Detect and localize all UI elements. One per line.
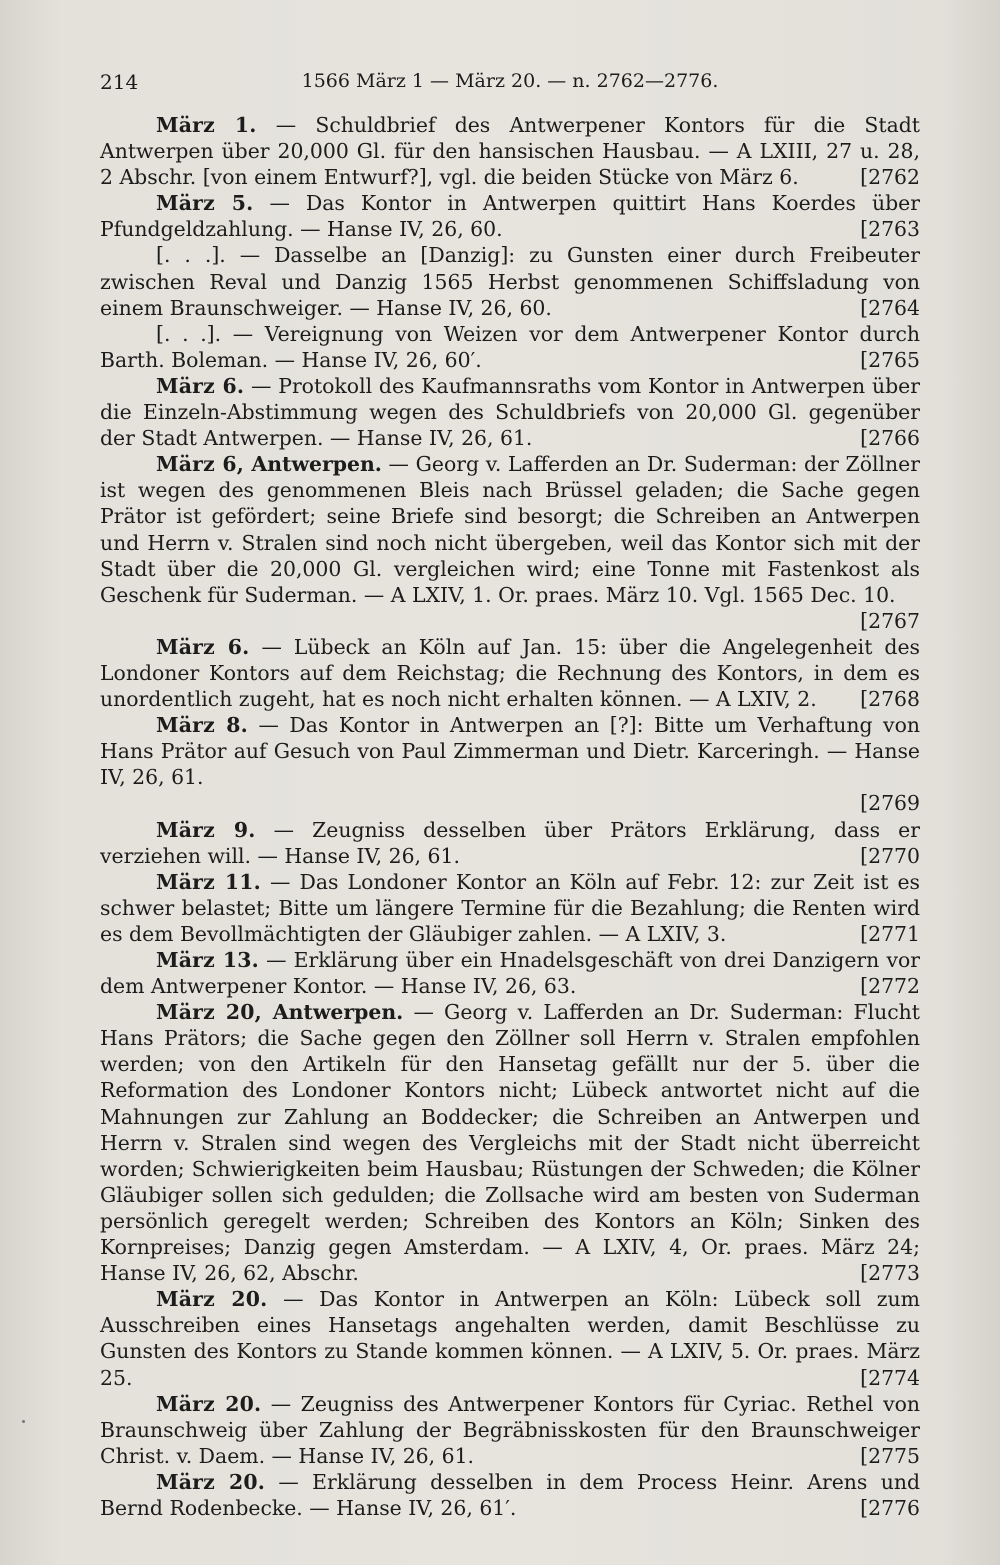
entry-number: [2775: [860, 1443, 920, 1468]
entry-text: — Das Kontor in Antwerpen an [?]: Bitte um Verhaftung von Hans Prätor auf Gesuch von Paul Zimmerman und Dietr. Karceringh. — Hanse IV, 26, 61.: [100, 713, 920, 790]
entry-text: — Das Londoner Kontor an Köln auf Febr. 12: zur Zeit ist es schwer belastet; Bitte um längere Termine für die Bezahlung; die Renten wird es dem Bevollmächtigten der Gläubiger zahlen. — A LXIV, 3.: [100, 869, 921, 946]
regest-entry: [100, 321, 920, 373]
regest-entry: [100, 1391, 920, 1469]
regest-entry: [100, 373, 920, 451]
regest-entry: [100, 190, 920, 242]
entry-number: [2765: [860, 347, 920, 372]
entry-number: [2763: [860, 217, 920, 242]
entry-number: [2773: [860, 1261, 920, 1286]
entry-text: — Protokoll des Kaufmannsraths vom Kontor in Antwerpen über die Einzeln-Abstimmung wegen des Schuldbriefs von 20,000 Gl. gegenüber der Stadt Antwerpen. — Hanse IV, 26, 61.: [100, 373, 920, 451]
entry-date: März 9.: [156, 817, 256, 842]
entry-date: März 6.: [156, 634, 250, 659]
entry-number: [2767: [860, 608, 920, 633]
entry-number: [2762: [860, 165, 920, 190]
regest-entry: [100, 947, 920, 999]
entry-date: März 6.: [156, 373, 245, 398]
regest-entry: [100, 451, 920, 634]
entry-text: [. . .]. — Dasselbe an [Danzig]: zu Gunsten einer durch Freibeuter zwischen Reval und Danzig 1565 Herbst genommenen Schiffsladung von einem Braunschweiger. — Hanse IV, 26, 60.: [100, 243, 920, 320]
entry-text: — Das Kontor in Antwerpen an Köln: Lübeck soll zum Ausschreiben eines Hansetags angehalten werden, damit Beschlüsse zu Gunsten des Kontors zu Stande kommen können. — A LXIV, 5. Or. praes. März 25.: [100, 1287, 920, 1390]
entry-date: März 13.: [156, 948, 259, 972]
regest-entry: [100, 112, 920, 190]
regest-entry: [100, 1286, 920, 1390]
regest-entry: [100, 817, 920, 869]
page-number: 214: [100, 70, 139, 94]
entry-date: März 1.: [156, 113, 257, 137]
entry-place: Antwerpen.: [244, 452, 382, 477]
entry-place: Antwerpen.: [261, 1000, 404, 1025]
entry-number: [2772: [860, 974, 920, 999]
regest-list: [100, 112, 920, 1521]
entry-date: März 11.: [156, 869, 261, 894]
regest-entry: [100, 869, 920, 947]
entry-number: [2766: [860, 426, 920, 451]
entry-date: März 5.: [156, 191, 254, 216]
entry-number: [2771: [860, 921, 920, 946]
regest-entry: [100, 1469, 920, 1521]
entry-date: März 20.: [156, 1391, 262, 1416]
entry-date: März 20,: [156, 1000, 262, 1025]
entry-number: [2768: [860, 687, 920, 712]
entry-text: — Zeugniss desselben über Prätors Erklärung, dass er verziehen will. — Hanse IV, 26, 61.: [100, 817, 920, 868]
entry-text: — Lübeck an Köln auf Jan. 15: über die Angelegenheit des Londoner Kontors auf dem Reichstag; die Rechnung des Kontors, in dem es unordentlich zugeht, hat es noch nicht erhalten können. — A LXIV, 2.: [100, 634, 920, 712]
entry-date: März 20.: [156, 1287, 268, 1312]
entry-text: — Schuldbrief des Antwerpener Kontors für die Stadt Antwerpen über 20,000 Gl. für den hansischen Hausbau. — A LXIII, 27 u. 28, 2 Abschr. [von einem Entwurf?], vgl. die beiden Stücke von März 6.: [100, 113, 920, 190]
entry-text: — Das Kontor in Antwerpen quittirt Hans Koerdes über Pfundgeldzahlung. — Hanse IV, 26, 60.: [100, 191, 920, 242]
entry-text: — Georg v. Lafferden an Dr. Suderman: der Zöllner ist wegen des genommenen Bleis nach Brüssel geladen; die Sache gegen Prätor ist gefördert; seine Briefe sind besorgt; die Schreiben an Antwerpen und Herrn v. Stralen sind noch nicht übergeben, weil das Kontor sich mit der Stadt über die 20,000 Gl. vergleichen wird; eine Tonne mit Fastenkost als Geschenk für Suderman. — A LXIV, 1. Or. praes. März 10. Vgl. 1565 Dec. 10.: [100, 452, 920, 607]
regest-entry: [100, 242, 920, 320]
regest-entry: [100, 712, 920, 816]
scan-speck: [22, 1420, 25, 1423]
entry-number: [2770: [860, 843, 920, 868]
entry-text: — Zeugniss des Antwerpener Kontors für Cyriac. Rethel von Braunschweig über Zahlung der Begräbnisskosten für den Braunschweiger Christ. v. Daem. — Hanse IV, 26, 61.: [100, 1391, 920, 1468]
entry-date: März 6,: [156, 452, 245, 477]
entry-date: März 20.: [156, 1469, 266, 1494]
entry-number: [2764: [860, 295, 920, 320]
regest-entry: [100, 999, 920, 1286]
entry-text: — Erklärung desselben in dem Process Heinr. Arens und Bernd Rodenbecke. — Hanse IV, 26, 61′.: [100, 1469, 921, 1520]
entry-number: [2774: [860, 1365, 920, 1390]
entry-text: — Erklärung über ein Hnadelsgeschäft von drei Danzigern vor dem Antwerpener Kontor. — Hanse IV, 26, 63.: [100, 948, 920, 999]
page-header: [100, 70, 920, 100]
entry-number: [2769: [860, 791, 920, 816]
entry-date: März 8.: [156, 713, 248, 738]
entry-number: [2776: [860, 1495, 920, 1520]
running-title: 1566 März 1 — März 20. — n. 2762—2776.: [301, 70, 719, 92]
entry-text: — Georg v. Lafferden an Dr. Suderman: Flucht Hans Prätors; die Sache gegen den Zöllner soll Herrn v. Stralen empfohlen werden; von den Artikeln für den Hansetag gefällt nur der 5. über die Reformation des Londoner Kontors nicht; Lübeck antwortet nicht auf die Mahnungen zur Zahlung an Boddecker; die Schreiben an Antwerpen und Herrn v. Stralen sind wegen des Vergleichs mit der Stadt nicht überreicht worden; Schwierigkeiten beim Hausbau; Rüstungen der Schweden; die Kölner Gläubiger sollen sich gedulden; die Zollsache wird am besten von Suderman persönlich geregelt werden; Schreiben des Kontors an Köln; Sinken des Kornpreises; Danzig gegen Amsterdam. — A LXIV, 4, Or. praes. März 24; Hanse IV, 26, 62, Abschr.: [100, 1000, 920, 1286]
regest-entry: [100, 634, 920, 712]
entry-text: [. . .]. — Vereignung von Weizen vor dem Antwerpener Kontor durch Barth. Boleman. — Hanse IV, 26, 60′.: [100, 321, 920, 372]
